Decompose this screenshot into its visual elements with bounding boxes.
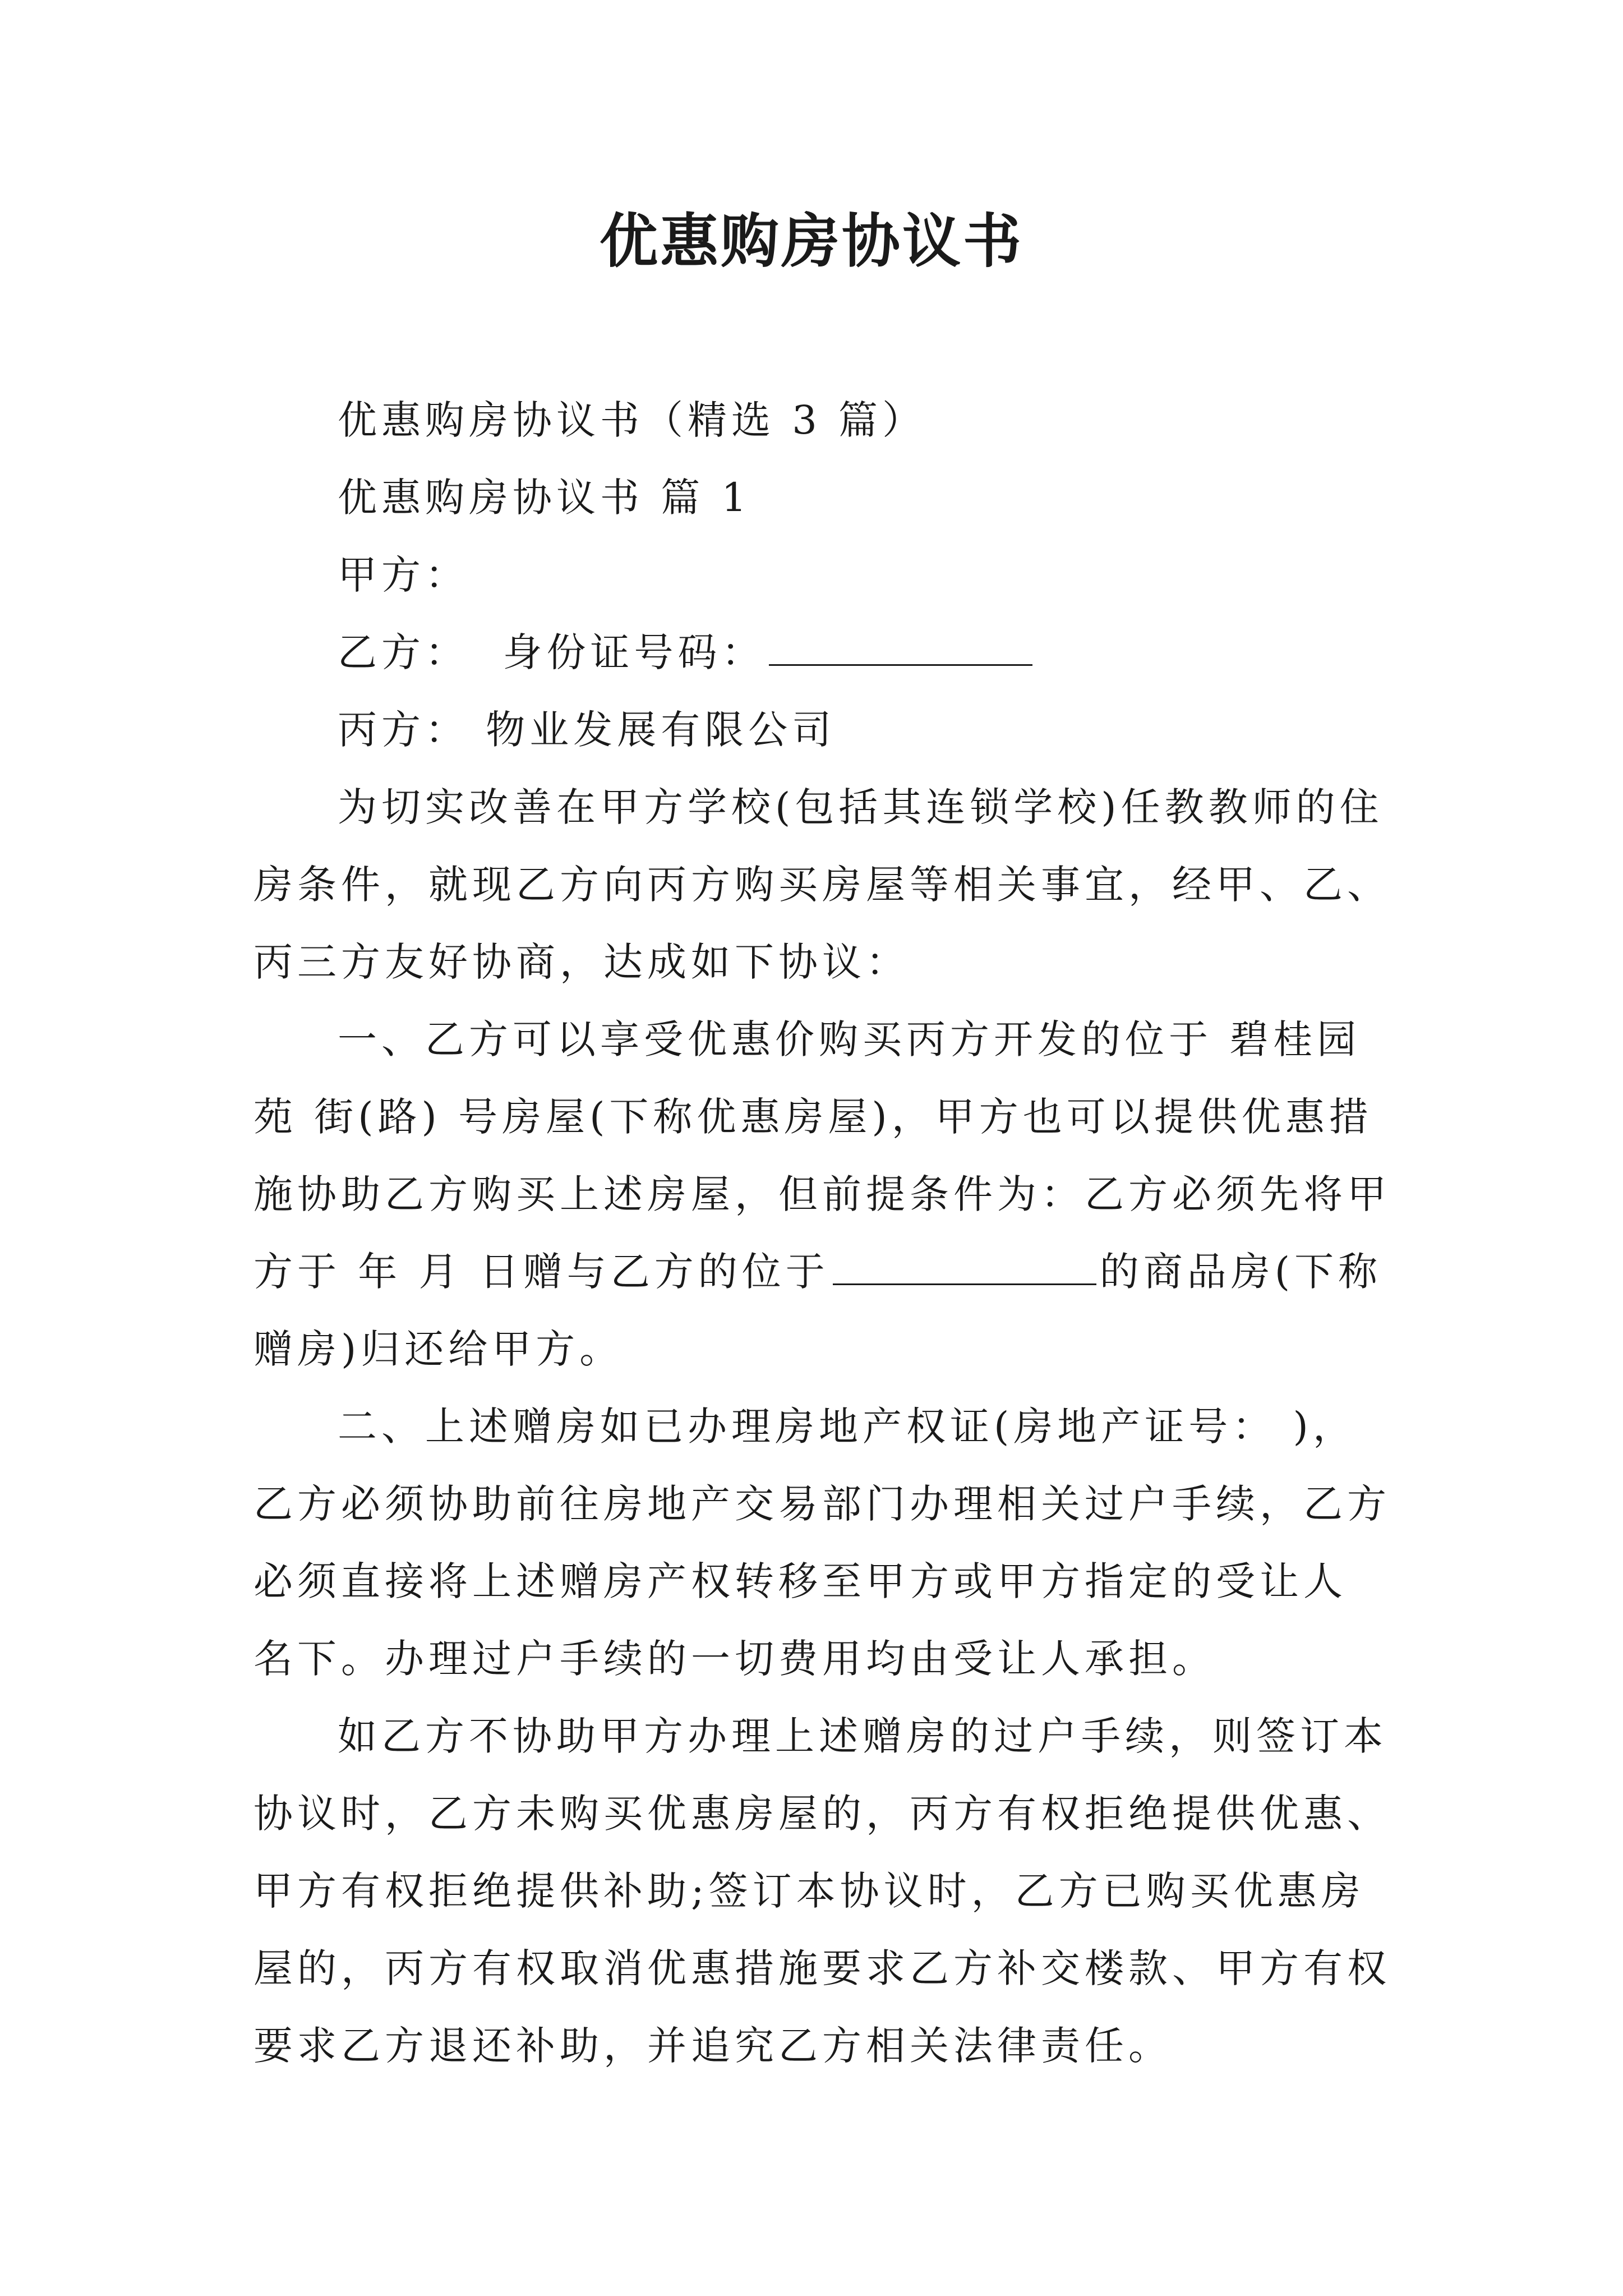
clause1-line-3: 施协助乙方购买上述房屋，但前提条件为：乙方必须先将甲 [253, 1171, 1391, 1217]
document-body [253, 381, 1391, 2085]
clause1-line-1: 一、乙方可以享受优惠价购买丙方开发的位于 碧桂园 [338, 1016, 1361, 1062]
clause2-line-3: 必须直接将上述赠房产权转移至甲方或甲方指定的受让人 [253, 1558, 1347, 1604]
selection-line: 优惠购房协议书（精选 3 篇） [338, 397, 926, 443]
party-a-line: 甲方： [338, 552, 469, 598]
party-b-label: 乙方： [338, 629, 469, 675]
id-number-label: 身份证号码： [502, 629, 766, 675]
clause3-line-3: 甲方有权拒绝提供补助;签订本协议时，乙方已购买优惠房 [253, 1868, 1365, 1914]
document-title: 优惠购房协议书 [599, 207, 1023, 275]
clause3-line-4: 屋的，丙方有权取消优惠措施要求乙方补交楼款、甲方有权 [253, 1945, 1391, 1991]
clause3-line-5: 要求乙方退还补助，并追究乙方相关法律责任。 [253, 2023, 1172, 2069]
clause2-line-1: 二、上述赠房如已办理房地产权证(房地产证号： )， [338, 1404, 1357, 1450]
intro-line-2: 房条件，就现乙方向丙方购买房屋等相关事宜，经甲、乙、 [253, 862, 1391, 908]
clause1-line-2: 苑 街(路) 号房屋(下称优惠房屋)，甲方也可以提供优惠措 [253, 1094, 1373, 1140]
clause2-line-2: 乙方必须协助前往房地产交易部门办理相关过户手续，乙方 [253, 1481, 1391, 1527]
intro-line-3: 丙三方友好协商，达成如下协议： [253, 939, 910, 985]
party-b-line [253, 614, 1386, 691]
section-heading: 优惠购房协议书 篇 1 [338, 475, 751, 521]
clause3-line-2: 协议时，乙方未购买优惠房屋的，丙方有权拒绝提供优惠、 [253, 1791, 1391, 1837]
party-c-line: 丙方： 物业发展有限公司 [338, 707, 836, 753]
clause1-line-4 [253, 1233, 1386, 1310]
intro-line-1: 为切实改善在甲方学校(包括其连锁学校)任教教师的住 [338, 784, 1384, 830]
clause1-line-4-before: 方于 年 月 日赠与乙方的位于 [253, 1249, 829, 1295]
clause1-line-5: 赠房)归还给甲方。 [253, 1326, 624, 1372]
clause3-line-1: 如乙方不协助甲方办理上述赠房的过户手续，则签订本 [338, 1713, 1387, 1759]
clause2-line-4: 名下。办理过户手续的一切费用均由受让人承担。 [253, 1636, 1216, 1682]
address-blank [833, 1250, 1096, 1285]
id-number-blank [769, 631, 1032, 666]
clause1-line-4-after: 的商品房(下称 [1099, 1249, 1382, 1295]
